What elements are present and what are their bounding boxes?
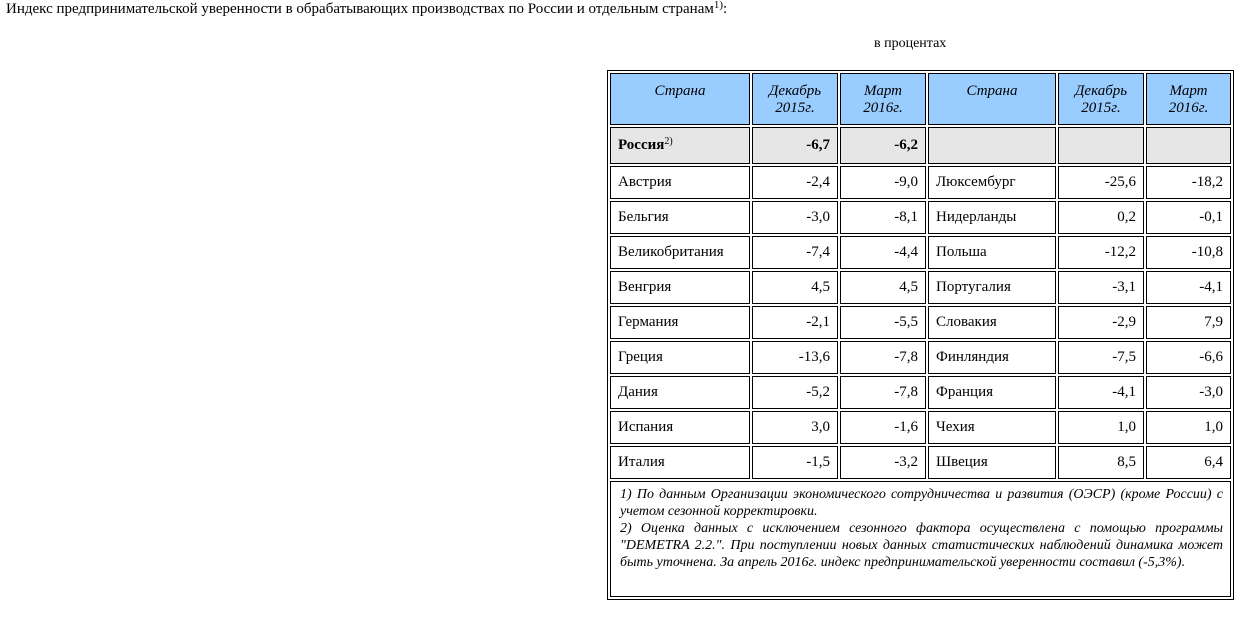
cell-country-left: Дания	[610, 376, 750, 409]
table-row	[610, 201, 1231, 234]
cell-march-left: -7,8	[840, 376, 926, 409]
table-row	[610, 376, 1231, 409]
cell-march-left: -7,8	[840, 341, 926, 374]
header-country-left: Страна	[610, 73, 750, 125]
cell-march-right: -18,2	[1146, 166, 1231, 199]
data-table-container	[607, 70, 1226, 600]
header-december-right: Декабрь 2015г.	[1058, 73, 1144, 125]
cell-march-right: -6,6	[1146, 341, 1231, 374]
cell-country-right: Люксембург	[928, 166, 1056, 199]
cell-march-right: -0,1	[1146, 201, 1231, 234]
notes-row	[610, 481, 1231, 597]
empty-cell	[1146, 127, 1231, 164]
cell-march-right: 7,9	[1146, 306, 1231, 339]
cell-december-left: -13,6	[752, 341, 838, 374]
header-row	[610, 73, 1231, 125]
cell-march-right: 6,4	[1146, 446, 1231, 479]
table-row	[610, 166, 1231, 199]
header-country-right: Страна	[928, 73, 1056, 125]
cell-country-right: Финляндия	[928, 341, 1056, 374]
cell-december-left: -7,4	[752, 236, 838, 269]
cell-country-left: Греция	[610, 341, 750, 374]
cell-december-left: -5,2	[752, 376, 838, 409]
header-march-right: Март 2016г.	[1146, 73, 1231, 125]
title-footnote-ref: 1)	[713, 0, 724, 11]
russia-row	[610, 127, 1231, 164]
table-row	[610, 306, 1231, 339]
empty-cell	[928, 127, 1056, 164]
cell-country-right: Нидерланды	[928, 201, 1056, 234]
cell-december-left: 3,0	[752, 411, 838, 444]
cell-march-left: -8,1	[840, 201, 926, 234]
cell-march-right: 1,0	[1146, 411, 1231, 444]
cell-december-right: -25,6	[1058, 166, 1144, 199]
table-row	[610, 271, 1231, 304]
cell-country-right: Португалия	[928, 271, 1056, 304]
cell-december-right: -12,2	[1058, 236, 1144, 269]
footnote-2: 2) Оценка данных с исключением сезонного фактора осуществлена с помощью программы "DEMETRA 2.2.". При поступлении новых данных статистических наблюдений динамика может быть уточнена. За апрель 2016г. индекс предпринимательской уверенности составил (-5,3%).	[620, 521, 1223, 570]
russia-name: Россия$^{2)}$	[610, 127, 750, 164]
page-title: Индекс предпринимательской уверенности в обрабатывающих производствах по России и отдельным странам$^{1)}$:	[6, 0, 728, 17]
cell-country-right: Франция	[928, 376, 1056, 409]
table-row	[610, 446, 1231, 479]
header-march-left: Март 2016г.	[840, 73, 926, 125]
cell-march-left: -1,6	[840, 411, 926, 444]
cell-december-right: 8,5	[1058, 446, 1144, 479]
cell-march-right: -10,8	[1146, 236, 1231, 269]
cell-country-left: Германия	[610, 306, 750, 339]
cell-march-left: 4,5	[840, 271, 926, 304]
cell-country-right: Швеция	[928, 446, 1056, 479]
footnotes	[610, 481, 1231, 597]
unit-label: в процентах	[874, 36, 947, 51]
cell-country-left: Австрия	[610, 166, 750, 199]
cell-country-left: Венгрия	[610, 271, 750, 304]
cell-march-right: -3,0	[1146, 376, 1231, 409]
cell-december-left: -1,5	[752, 446, 838, 479]
table-row	[610, 411, 1231, 444]
cell-december-right: 0,2	[1058, 201, 1144, 234]
cell-country-left: Великобритания	[610, 236, 750, 269]
cell-december-right: -2,9	[1058, 306, 1144, 339]
table-row	[610, 236, 1231, 269]
cell-country-left: Испания	[610, 411, 750, 444]
data-table	[607, 70, 1234, 600]
cell-december-left: -2,1	[752, 306, 838, 339]
cell-december-right: -3,1	[1058, 271, 1144, 304]
footnote-1: 1) По данным Организации экономического сотрудничества и развития (ОЭСР) (кроме России) с учетом сезонной корректировки.	[620, 487, 1223, 519]
cell-country-right: Чехия	[928, 411, 1056, 444]
cell-december-left: -2,4	[752, 166, 838, 199]
table-row	[610, 341, 1231, 374]
russia-december-value: -6,7	[752, 127, 838, 164]
cell-country-left: Италия	[610, 446, 750, 479]
empty-cell	[1058, 127, 1144, 164]
cell-country-left: Бельгия	[610, 201, 750, 234]
cell-march-left: -5,5	[840, 306, 926, 339]
cell-march-left: -3,2	[840, 446, 926, 479]
cell-december-right: -4,1	[1058, 376, 1144, 409]
cell-december-left: -3,0	[752, 201, 838, 234]
cell-december-left: 4,5	[752, 271, 838, 304]
cell-december-right: -7,5	[1058, 341, 1144, 374]
russia-march-value: -6,2	[840, 127, 926, 164]
cell-country-right: Польша	[928, 236, 1056, 269]
cell-march-left: -9,0	[840, 166, 926, 199]
cell-december-right: 1,0	[1058, 411, 1144, 444]
cell-country-right: Словакия	[928, 306, 1056, 339]
header-december-left: Декабрь 2015г.	[752, 73, 838, 125]
cell-march-left: -4,4	[840, 236, 926, 269]
cell-march-right: -4,1	[1146, 271, 1231, 304]
